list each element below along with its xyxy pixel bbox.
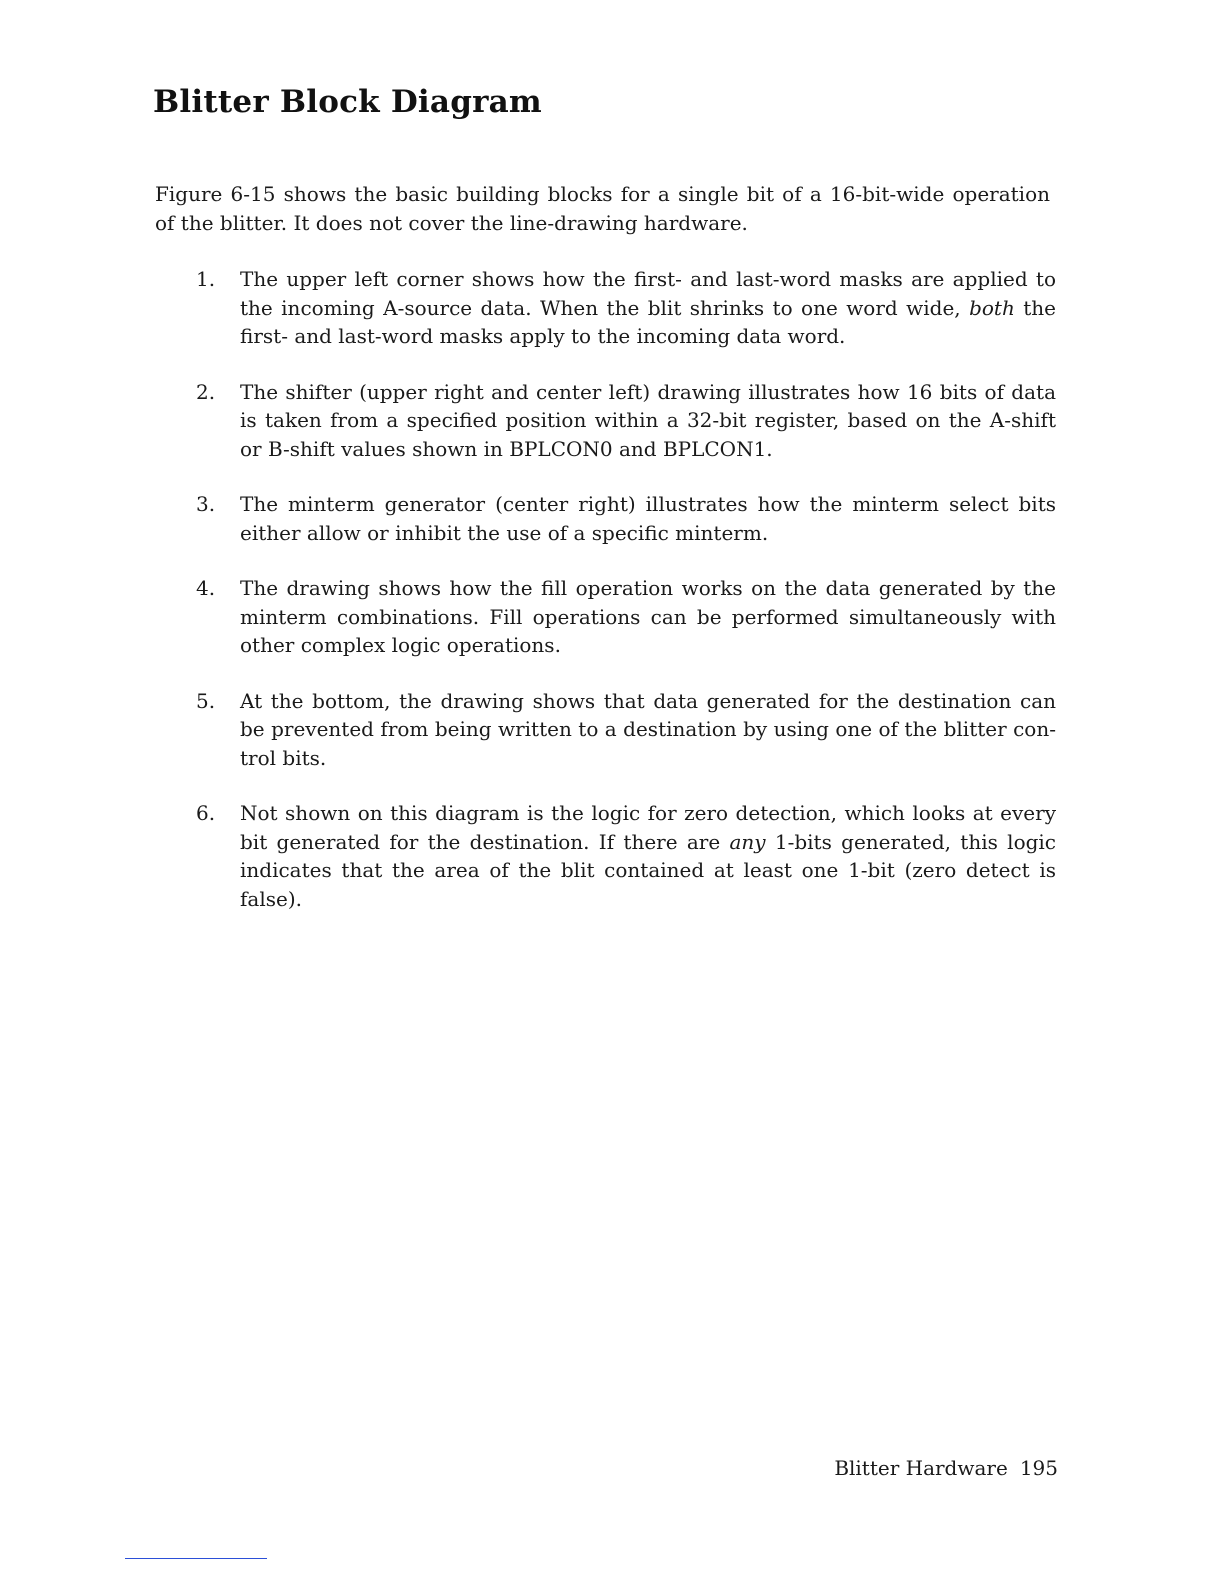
list-item-number: 2. — [196, 379, 216, 404]
list-item-number: 3. — [196, 492, 216, 516]
list-item — [196, 490, 1056, 547]
list-item-number: 1. — [196, 267, 216, 291]
page-footer — [834, 1454, 1058, 1482]
list-item-text: The shifter (upper right and center left) drawing illustrates how 16 bits of data is taken from a specified position within a 32-bit register, based on the A-shift or B-shift values shown in BPLCON0 and BPLCON1. — [240, 379, 1056, 461]
list-item — [196, 687, 1056, 773]
list-item-text: Not shown on this diagram is the logic for zero detection, which looks at every bit generated for the destination. If there are any 1-bits generated, this logic indicates that the area of the blit contained at least one 1-bit (zero detect is false). — [240, 801, 1057, 911]
list-item-number: 6. — [196, 801, 216, 825]
list-item-number: 5. — [196, 688, 216, 713]
footer-section-title: Blitter Hardware — [834, 1456, 1008, 1480]
list-item-text: At the bottom, the drawing shows that data generated for the destination can be prevented from being written to a destination by using one of the blitter con-trol bits. — [240, 688, 1056, 770]
list-item — [196, 265, 1056, 351]
list-item-number: 4. — [196, 576, 216, 600]
list-item-text: The minterm generator (center right) illustrates how the minterm select bits either allow or inhibit the use of a specific minterm. — [240, 492, 1056, 545]
bottom-rule-divider — [125, 1558, 267, 1559]
list-item — [196, 799, 1056, 913]
list-item-text: The drawing shows how the fill operation works on the data generated by the minterm combinations. Fill operations can be performed simultaneously with other complex logic operations. — [240, 576, 1056, 657]
numbered-list — [196, 265, 1056, 940]
page-number: 195 — [1019, 1456, 1058, 1480]
intro-paragraph: Figure 6-15 shows the basic building blocks for a single bit of a 16-bit-wide operation of the blitter. It does not cover the line-drawing hardware. — [155, 182, 1050, 235]
list-item-text: The upper left corner shows how the first- and last-word masks are applied to the incoming A-source data. When the blit shrinks to one word wide, both the first- and last-word masks apply to the incoming data word. — [240, 267, 1056, 348]
list-item — [196, 378, 1056, 464]
list-item — [196, 574, 1056, 660]
page-title: Blitter Block Diagram — [153, 84, 542, 120]
emphasis-text: both — [969, 295, 1015, 320]
emphasis-text: any — [729, 829, 766, 854]
